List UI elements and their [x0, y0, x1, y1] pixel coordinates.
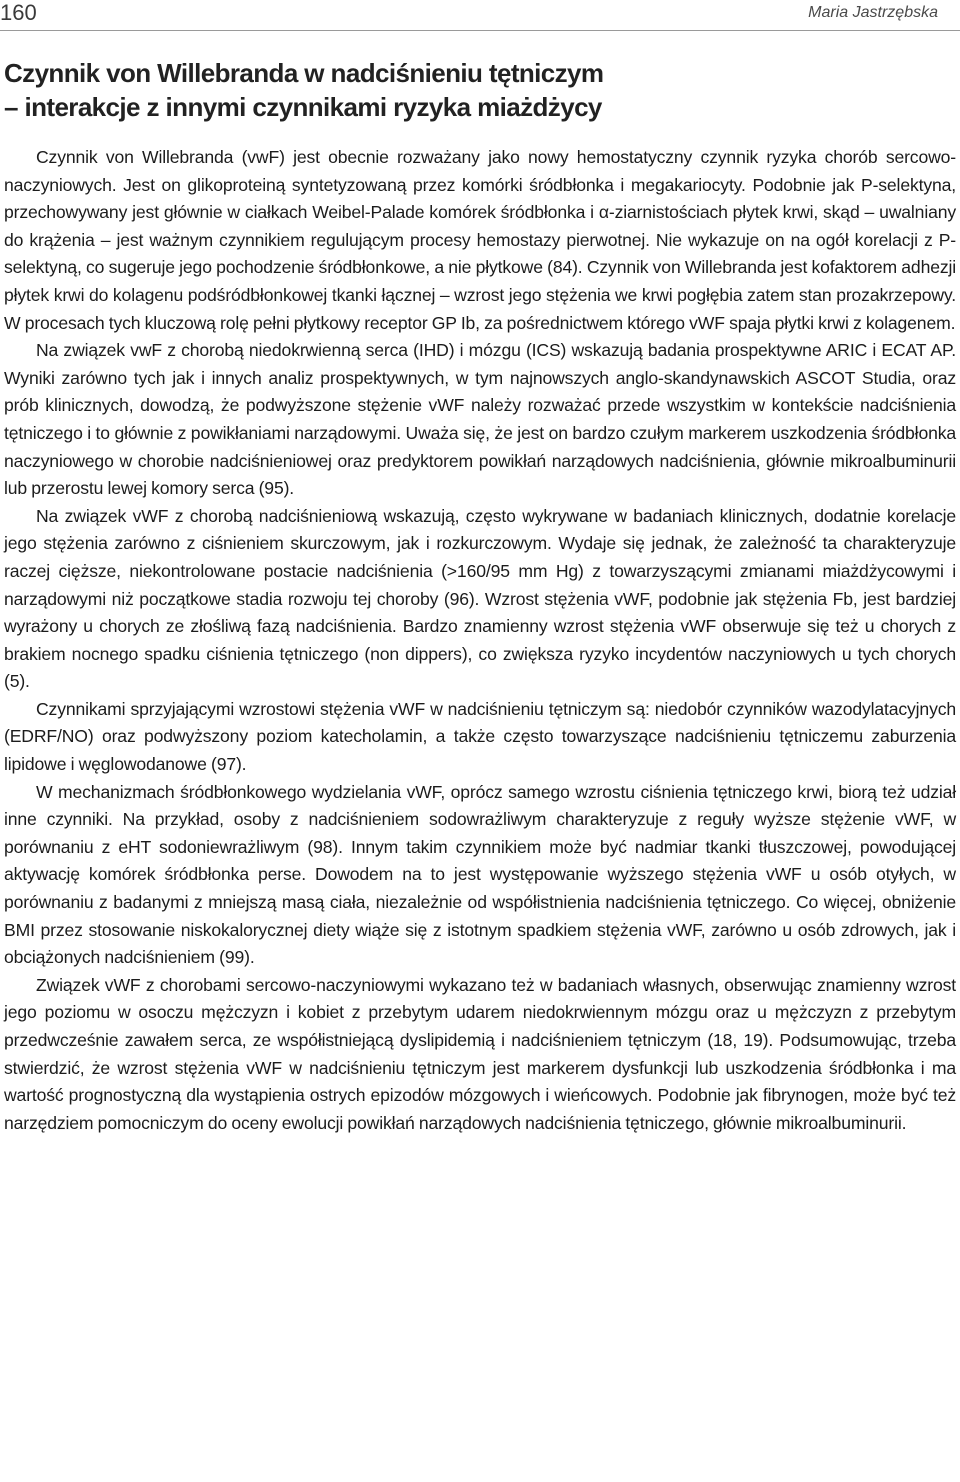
paragraph-2: Na związek vwF z chorobą niedokrwienną serca (IHD) i mózgu (ICS) wskazują badania prospektywne ARIC i ECAT AP. Wyniki zarówno tych jak i innych analiz prospektywnych, w tym najnowszych anglo-skandynawskich ASCOT Studia, oraz prób klinicznych, dowodzą, że podwyższone stężenie vWF należy rozważać przede wszystkim w kontekście nadciśnienia tętniczego i to głównie z powikłaniami narządowymi. Uważa się, że jest on bardzo czułym markerem uszkodzenia śródbłonka naczyniowego w chorobie nadciśnieniowej oraz predyktorem powikłań narządowych nadciśnienia, głównie mikroalbuminurii lub przerostu lewej komory serca (95). [4, 340, 956, 499]
paragraph-5: W mechanizmach śródbłonkowego wydzielania vWF, oprócz samego wzrostu ciśnienia tętniczego krwi, biorą też udział inne czynniki. Na przykład, osoby z nadciśnieniem sodowrażliwym charakteryzuje z reguły wyższe stężenie vWF, w porównaniu z eHT sodoniewrażliwym (98). Innym takim czynnikiem może być nadmiar tkanki tłuszczowej, powodującej aktywację komórek śródbłonka perse. Dowodem na to jest występowanie wyższego stężenia vWF u osób otyłych, w porównaniu z badanymi z mniejszą masą ciała, niezależnie od współistnienia nadciśnienia tętniczego. Co więcej, obniżenie BMI przez stosowanie niskokalorycznej diety wiąże się z istotnym spadkiem stężenia vWF, zarówno u osób zdrowych, jak i obciążonych nadciśnieniem (99). [4, 781, 956, 968]
paragraph-3: Na związek vWF z chorobą nadciśnieniową wskazują, często wykrywane w badaniach klinicznych, dodatnie korelacje jego stężenia zarówno z ciśnieniem skurczowym, jak i rozkurczowym. Wydaje się jednak, że zależność ta charakteryzuje raczej cięższe, niekontrolowane postacie nadciśnienia (>160/95 mm Hg) z towarzyszącymi zmianami miażdżycowymi i narządowymi niż początkowe stadia rozwoju tej choroby (96). Wzrost stężenia vWF, podobnie jak stężenia Fb, jest bardziej wyrażony u chorych ze złośliwą fazą nadciśnienia. Bardzo znamienny wzrost stężenia vWF obserwuje się też u chorych z brakiem nocnego spadku ciśnienia tętniczego (non dippers), co zwiększa ryzyko incydentów naczyniowych u tych chorych (5). [4, 505, 956, 692]
section-title-line-2: – interakcje z innymi czynnikami ryzyka miażdżycy [4, 92, 602, 122]
section-title-line-1: Czynnik von Willebranda w nadciśnieniu tętniczym [4, 58, 604, 88]
paragraph-4: Czynnikami sprzyjającymi wzrostowi stężenia vWF w nadciśnieniu tętniczym są: niedobór czynników wazodylatacyjnych (EDRF/NO) oraz podwyższony poziom katecholamin, a także często towarzyszące nadciśnieniu tętniczemu zaburzenia lipidowe i węglowodanowe (97). [4, 698, 956, 775]
paragraph-6: Związek vWF z chorobami sercowo-naczyniowymi wykazano też w badaniach własnych, obserwując znamienny wzrost jego poziomu w osoczu mężczyzn i kobiet z przebytym udarem niedokrwiennym mózgu oraz u mężczyzn z przebytym przedwcześnie zawałem serca, ze współistniejącą dyslipidemią i nadciśnieniem tętniczym (18, 19). Podsumowując, trzeba stwierdzić, że wzrost stężenia vWF w nadciśnieniu tętniczym jest markerem dysfunkcji lub uszkodzenia śródbłonka i ma wartość prognostyczną dla wystąpienia ostrych epizodów mózgowych i wieńcowych. Podobnie jak fibrynogen, może być też narzędziem pomocniczym do oceny ewolucji powikłań narządowych nadciśnienia tętniczego, głównie mikroalbuminurii. [4, 974, 956, 1133]
body-text [4, 144, 956, 1137]
page-header [0, 0, 960, 31]
running-head-author: Maria Jastrzębska [808, 4, 938, 21]
page-number: 160 [0, 0, 37, 25]
paragraph-1: Czynnik von Willebranda (vwF) jest obecnie rozważany jako nowy hemostatyczny czynnik ryzyka chorób sercowo-naczyniowych. Jest on glikoproteiną syntetyzowaną przez komórki śródbłonka i megakariocyty. Podobnie jak P-selektyna, przechowywany jest głównie w ciałkach Weibel-Palade komórek śródbłonka i α-ziarnistościach płytek krwi, skąd – uwalniany do krążenia – jest ważnym czynnikiem regulującym procesy hemostazy pierwotnej. Nie wykazuje on na ogół korelacji z P-selektyną, co sugeruje jego pochodzenie śródbłonkowe, a nie płytkowe (84). Czynnik von Willebranda jest kofaktorem adhezji płytek krwi do kolagenu podśródbłonkowej tkanki łącznej – wzrost jego stężenia we krwi pogłębia zatem stan prozakrzepowy. W procesach tych kluczową rolę pełni płytkowy receptor GP Ib, za pośrednictwem którego vWF spaja płytki krwi z kolagenem. [4, 147, 956, 333]
section-title [4, 56, 954, 124]
